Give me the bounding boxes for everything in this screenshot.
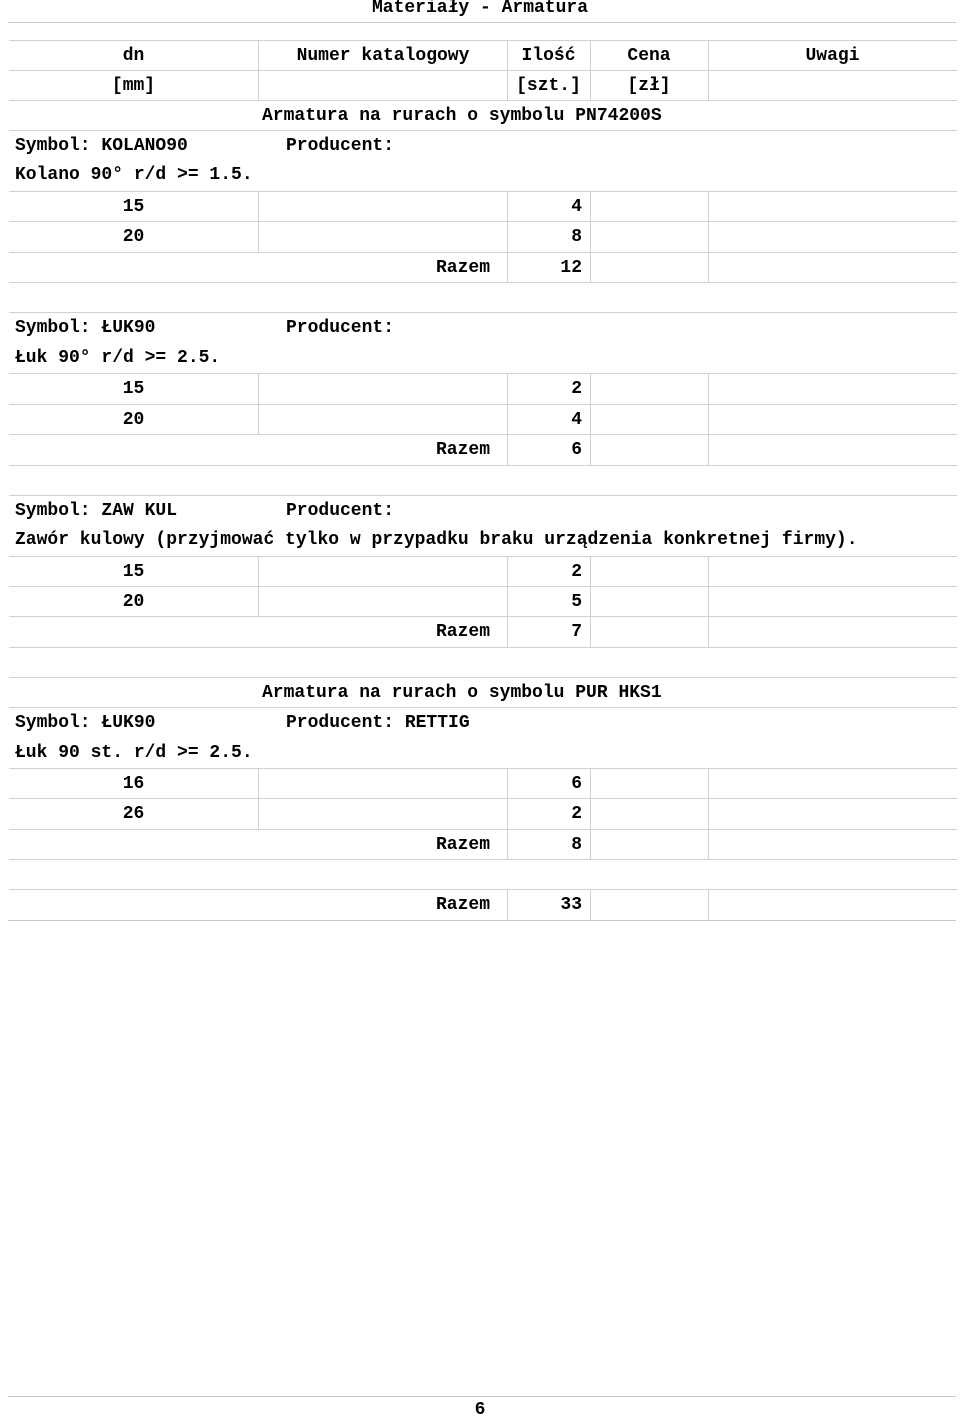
row-dn: 16 xyxy=(122,774,145,794)
column-divider xyxy=(258,71,259,101)
table-row xyxy=(9,373,957,404)
item-producer: Producent: RETTIG xyxy=(286,713,470,733)
column-divider xyxy=(590,253,591,283)
column-divider xyxy=(708,557,709,587)
column-divider xyxy=(708,830,709,860)
column-divider xyxy=(708,192,709,222)
table-row xyxy=(9,768,957,799)
item-symbol: Symbol: ŁUK90 xyxy=(15,713,156,733)
subtotal-value: 7 xyxy=(571,622,582,642)
table-row xyxy=(9,221,957,252)
spacer-row xyxy=(9,859,957,890)
header-quantity: Ilość xyxy=(521,46,576,66)
column-divider xyxy=(258,374,259,404)
subtotal-label: Razem xyxy=(435,440,490,460)
header-catalog-number: Numer katalogowy xyxy=(296,46,470,66)
item-symbol: Symbol: ŁUK90 xyxy=(15,318,156,338)
subtotal-value: 6 xyxy=(571,440,582,460)
column-divider xyxy=(708,769,709,799)
column-divider xyxy=(590,405,591,435)
page-title: Materiały - Armatura xyxy=(371,0,589,18)
row-dn: 20 xyxy=(122,592,145,612)
row-dn: 20 xyxy=(122,227,145,247)
subtotal-row xyxy=(9,434,957,465)
row-quantity: 4 xyxy=(571,410,582,430)
column-divider xyxy=(708,617,709,647)
section-title-row xyxy=(9,100,957,131)
column-divider xyxy=(258,222,259,252)
column-divider xyxy=(590,435,591,465)
column-divider xyxy=(590,890,591,920)
row-quantity: 8 xyxy=(571,227,582,247)
subtotal-label: Razem xyxy=(435,622,490,642)
row-quantity: 2 xyxy=(571,562,582,582)
row-dn: 15 xyxy=(122,197,145,217)
subtotal-label: Razem xyxy=(435,835,490,855)
column-divider xyxy=(258,192,259,222)
item-symbol-row xyxy=(9,707,957,738)
column-divider xyxy=(258,587,259,617)
column-divider xyxy=(708,799,709,829)
row-dn: 20 xyxy=(122,410,145,430)
spacer-row xyxy=(9,465,957,496)
item-description-row xyxy=(9,738,957,768)
column-divider xyxy=(258,799,259,829)
column-divider xyxy=(590,192,591,222)
header-price: Cena xyxy=(627,46,671,66)
subtotal-label: Razem xyxy=(435,258,490,278)
column-divider xyxy=(708,253,709,283)
row-dn: 15 xyxy=(122,562,145,582)
subtotal-value: 12 xyxy=(560,258,582,278)
spacer-row xyxy=(9,282,957,313)
column-divider xyxy=(708,405,709,435)
table-units-row xyxy=(9,70,957,101)
table-row xyxy=(9,798,957,829)
section-title: Armatura na rurach o symbolu PUR HKS1 xyxy=(262,683,662,703)
title-divider xyxy=(8,22,956,23)
item-description: Zawór kulowy (przyjmować tylko w przypadku braku urządzenia konkretnej firmy). xyxy=(15,530,858,550)
item-description-row xyxy=(9,525,957,555)
item-description-row xyxy=(9,343,957,373)
item-description: Kolano 90° r/d >= 1.5. xyxy=(15,165,253,185)
unit-quantity: [szt.] xyxy=(516,76,581,96)
header-notes: Uwagi xyxy=(805,46,860,66)
item-producer: Producent: xyxy=(286,501,395,521)
column-divider xyxy=(590,799,591,829)
column-divider xyxy=(590,557,591,587)
row-dn: 26 xyxy=(122,804,145,824)
item-symbol-row xyxy=(9,495,957,526)
subtotal-row xyxy=(9,616,957,647)
row-dn: 15 xyxy=(122,379,145,399)
section-title: Armatura na rurach o symbolu PN74200S xyxy=(262,106,662,126)
column-divider xyxy=(708,587,709,617)
item-symbol-row xyxy=(9,312,957,343)
item-description: Łuk 90 st. r/d >= 2.5. xyxy=(15,743,253,763)
unit-price: [zł] xyxy=(627,76,671,96)
row-quantity: 4 xyxy=(571,197,582,217)
row-quantity: 2 xyxy=(571,804,582,824)
unit-dn: [mm] xyxy=(111,76,156,96)
row-quantity: 5 xyxy=(571,592,582,612)
grand-total-value: 33 xyxy=(560,895,582,915)
column-divider xyxy=(708,222,709,252)
table-row xyxy=(9,404,957,435)
table-bottom-border xyxy=(8,920,956,921)
footer-divider xyxy=(8,1396,956,1397)
column-divider xyxy=(708,435,709,465)
column-divider xyxy=(258,405,259,435)
column-divider xyxy=(708,890,709,920)
column-divider xyxy=(708,374,709,404)
column-divider xyxy=(590,222,591,252)
row-quantity: 6 xyxy=(571,774,582,794)
subtotal-value: 8 xyxy=(571,835,582,855)
column-divider xyxy=(590,830,591,860)
subtotal-row xyxy=(9,829,957,860)
item-producer: Producent: xyxy=(286,136,395,156)
column-divider xyxy=(590,374,591,404)
page-number: 6 xyxy=(474,1400,486,1420)
column-divider xyxy=(590,617,591,647)
column-divider xyxy=(590,587,591,617)
spacer-row xyxy=(9,647,957,678)
item-description-row xyxy=(9,160,957,190)
column-divider xyxy=(708,71,709,101)
table-row xyxy=(9,191,957,222)
column-divider xyxy=(590,769,591,799)
table-row xyxy=(9,586,957,617)
table-row xyxy=(9,556,957,587)
section-title-row xyxy=(9,677,957,708)
item-symbol: Symbol: ZAW KUL xyxy=(15,501,178,521)
grand-total-label: Razem xyxy=(435,895,490,915)
column-divider xyxy=(258,769,259,799)
grand-total-row xyxy=(9,889,957,920)
row-quantity: 2 xyxy=(571,379,582,399)
column-divider xyxy=(258,557,259,587)
table-header-row xyxy=(9,40,957,71)
subtotal-row xyxy=(9,252,957,283)
item-producer: Producent: xyxy=(286,318,395,338)
header-dn: dn xyxy=(122,46,145,66)
item-symbol-row xyxy=(9,130,957,161)
item-description: Łuk 90° r/d >= 2.5. xyxy=(15,348,221,368)
item-symbol: Symbol: KOLANO90 xyxy=(15,136,188,156)
